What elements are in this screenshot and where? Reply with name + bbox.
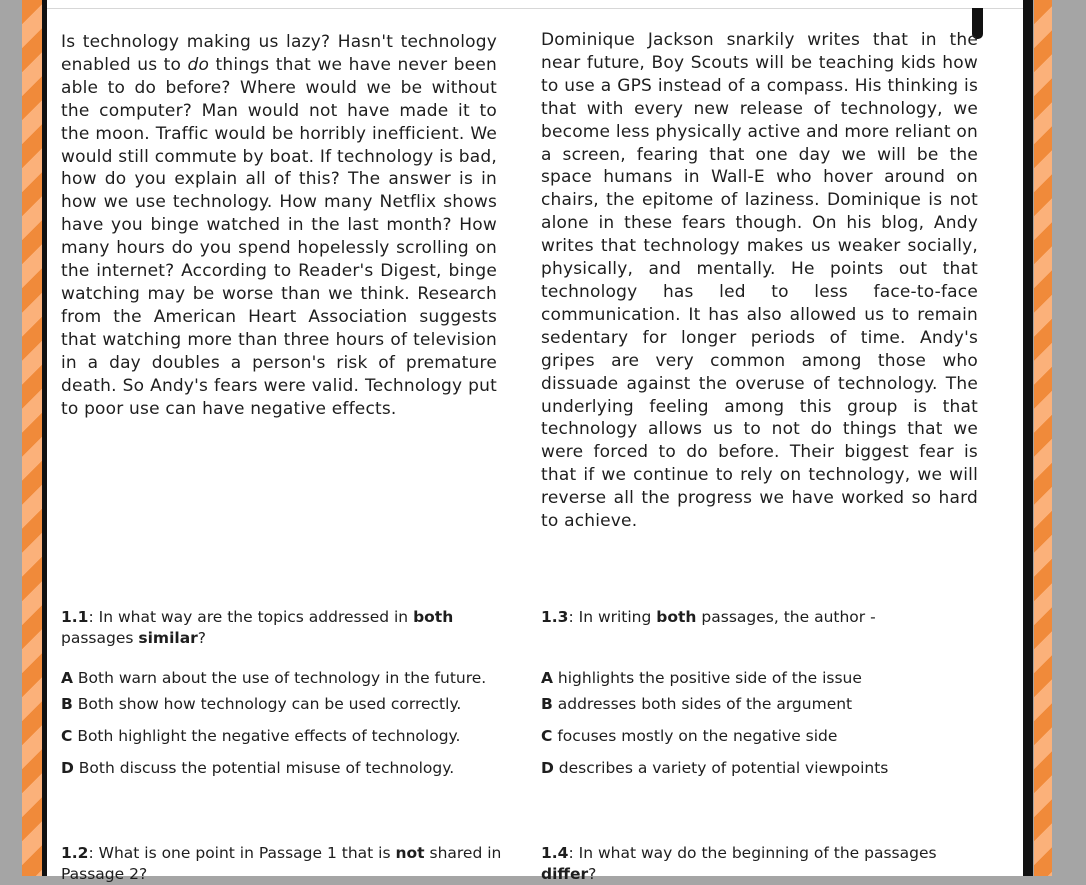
question-number: 1.3 bbox=[541, 608, 569, 626]
question-1-1: 1.1: In what way are the topics addressed in both passages similar? bbox=[61, 608, 454, 647]
q1-1-choice-b: B Both show how technology can be used correctly. bbox=[61, 695, 462, 713]
question-1-2: 1.2: What is one point in Passage 1 that is not shared in Passage 2? bbox=[61, 844, 502, 883]
page-border-right bbox=[1023, 0, 1033, 876]
question-1-3: 1.3: In writing both passages, the author - bbox=[541, 608, 876, 626]
q1-3-choice-c: C focuses mostly on the negative side bbox=[541, 727, 838, 745]
question-1-4: 1.4: In what way do the beginning of the passages differ? bbox=[541, 844, 937, 883]
passage-2: Dominique Jackson snarkily writes that in the near future, Boy Scouts will be teaching kids how to use a GPS instead of a compass. His thinking is that with every new release of technology, we become less physically active and more reliant on a screen, fearing that one day we will be the space humans in Wall-E who hover around on chairs, the epitome of laziness. Dominique is not alone in these fears though. On his blog, Andy writes that technology makes us weaker socially, physically, and mentally. He points out that technology has led to less face-to-face communication. It has also allowed us to remain sedentary for longer periods of time. Andy's gripes are very common among those who dissuade against the overuse of technology. The underlying feeling among this group is that technology allows us to not do things that we were forced to do before. Their biggest fear is that if we continue to rely on technology, we will reverse all the progress we have worked so hard to achieve. bbox=[541, 30, 978, 532]
passage-1 bbox=[61, 31, 497, 420]
question-number: 1.2 bbox=[61, 844, 89, 862]
question-number: 1.1 bbox=[61, 608, 89, 626]
q1-3-choice-b: B addresses both sides of the argument bbox=[541, 695, 853, 713]
right-decorative-border bbox=[1034, 0, 1052, 876]
passage-1-text-end: things that we have never been able to do before? Where would we be without the computer? Man would not have made it to the moon. Traffic would be horribly inefficient. We would still commute by boat. If technology is bad, how do you explain all of this? The answer is in how we use technology. How many Netflix shows have you binge watched in the last month? How many hours do you spend hopelessly scrolling on the internet? According to Reader's Digest, binge watching may be worse than we think. Research from the American Heart Association suggests that watching more than three hours of television in a day doubles a person's risk of premature death. So Andy's fears were valid. Technology put to poor use can have negative effects. bbox=[61, 54, 497, 419]
page-top-edge bbox=[47, 8, 1023, 9]
left-decorative-border bbox=[22, 0, 44, 876]
passage-1-text-start: Is technology making us lazy? Hasn't technology enabled us to bbox=[61, 32, 497, 75]
q1-3-choice-a: A highlights the positive side of the issue bbox=[541, 669, 862, 687]
q1-1-choice-d: D Both discuss the potential misuse of technology. bbox=[61, 759, 455, 777]
q1-1-choice-a: A Both warn about the use of technology in the future. bbox=[61, 669, 487, 687]
passage-1-emphasis: do bbox=[187, 54, 210, 75]
q1-3-choice-d: D describes a variety of potential viewpoints bbox=[541, 759, 889, 777]
q1-1-choice-c: C Both highlight the negative effects of technology. bbox=[61, 727, 461, 745]
question-number: 1.4 bbox=[541, 844, 569, 862]
